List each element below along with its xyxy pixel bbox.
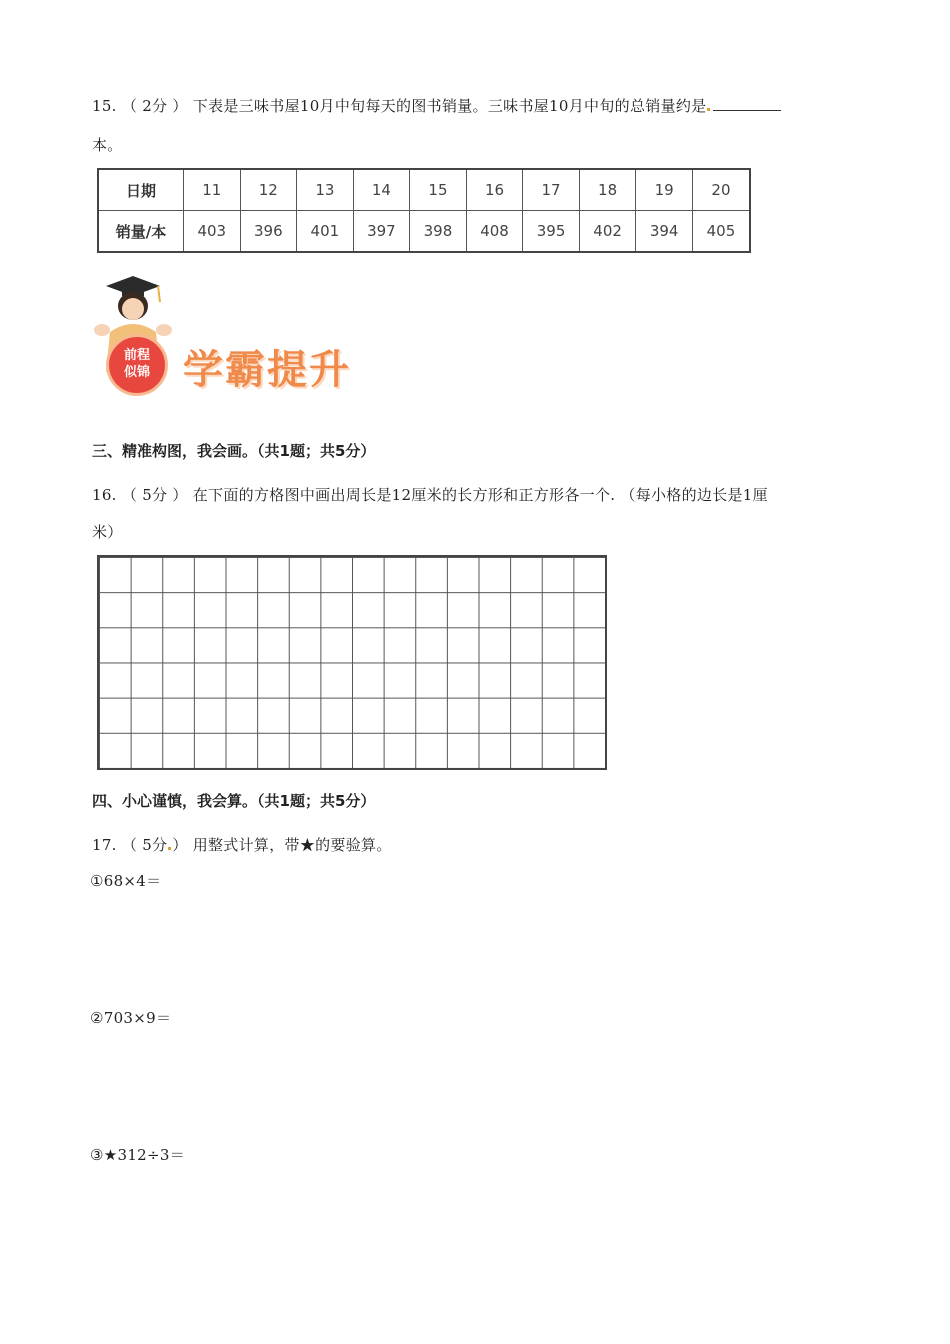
- q17-item-2: ②703×9＝: [90, 1009, 172, 1027]
- section3-title: 三、精准构图，我会画。（共1题；共5分）: [92, 442, 376, 460]
- sales-cell: 397: [353, 211, 410, 253]
- sales-cell: 403: [184, 211, 241, 253]
- table-row-sales: [98, 211, 750, 253]
- date-cell: 17: [523, 169, 580, 211]
- sales-cell: 395: [523, 211, 580, 253]
- row-label-date: 日期: [98, 169, 184, 211]
- q15-text: [92, 95, 781, 116]
- banner-xueba: [88, 272, 408, 402]
- date-cell: 16: [466, 169, 523, 211]
- date-cell: 15: [410, 169, 467, 211]
- q16-line2: 米）: [92, 523, 123, 541]
- date-cell: 14: [353, 169, 410, 211]
- table-row-dates: [98, 169, 750, 211]
- q17-text: [92, 834, 392, 855]
- badge-line2: 似锦: [123, 365, 150, 380]
- sales-cell: 408: [466, 211, 523, 253]
- sales-cell: 396: [240, 211, 297, 253]
- sales-cell: 402: [579, 211, 636, 253]
- drawing-grid[interactable]: [97, 555, 607, 770]
- badge-circle: [106, 334, 168, 396]
- q17-line1-b: ） 用整式计算，带★的要验算。: [172, 836, 392, 854]
- section4-title: 四、小心谨慎，我会算。（共1题；共5分）: [92, 792, 376, 810]
- date-cell: 13: [297, 169, 354, 211]
- sales-cell: 405: [692, 211, 750, 253]
- mark-dot: [707, 108, 710, 111]
- q17-item-1: ①68×4＝: [90, 872, 162, 890]
- q17-item-3: ③★312÷3＝: [90, 1146, 186, 1164]
- q15-line1: 15. （ 2分 ） 下表是三味书屋10月中旬每天的图书销量。三味书屋10月中旬的总销量约是: [92, 97, 707, 115]
- date-cell: 18: [579, 169, 636, 211]
- q15-answer-blank[interactable]: [713, 96, 781, 111]
- q15-line2: 本。: [92, 136, 123, 154]
- date-cell: 11: [184, 169, 241, 211]
- badge-line1: 前程: [123, 348, 150, 363]
- mark-dot: [168, 847, 171, 850]
- sales-cell: 394: [636, 211, 693, 253]
- sales-table: [97, 168, 751, 253]
- q16-line1: 16. （ 5分 ） 在下面的方格图中画出周长是12厘米的长方形和正方形各一个. （每小格的边长是1厘: [92, 486, 768, 504]
- q17-line1-a: 17. （ 5分: [92, 836, 168, 854]
- sales-cell: 398: [410, 211, 467, 253]
- row-label-sales: 销量/本: [98, 211, 184, 253]
- sales-cell: 401: [297, 211, 354, 253]
- banner-title: 学霸提升: [183, 347, 351, 393]
- date-cell: 12: [240, 169, 297, 211]
- date-cell: 20: [692, 169, 750, 211]
- date-cell: 19: [636, 169, 693, 211]
